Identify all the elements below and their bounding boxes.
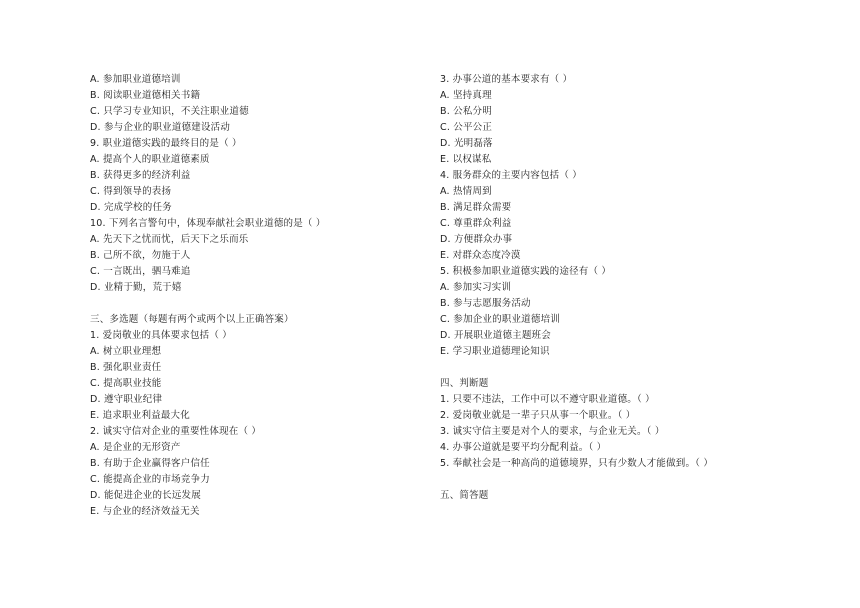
section-title: 四、判断题 bbox=[440, 378, 489, 389]
judgment-item: 5. 奉献社会是一种高尚的道德境界，只有少数人才能做到。（ ） bbox=[440, 458, 714, 469]
option-line: A. 热情周到 bbox=[440, 186, 492, 197]
option-line: C. 只学习专业知识，不关注职业道德 bbox=[90, 106, 249, 117]
option-line: D. 完成学校的任务 bbox=[90, 202, 172, 213]
option-line: C. 参加企业的职业道德培训 bbox=[440, 314, 560, 325]
option-line: A. 坚持真理 bbox=[440, 90, 492, 101]
spacer bbox=[440, 472, 800, 488]
option-line: D. 开展职业道德主题班会 bbox=[440, 330, 551, 341]
judgment-item: 3. 诚实守信主要是对个人的要求，与企业无关。（ ） bbox=[440, 426, 665, 437]
right-column bbox=[440, 72, 800, 504]
option-line: C. 提高职业技能 bbox=[90, 378, 162, 389]
spacer bbox=[440, 360, 800, 376]
option-line: B. 获得更多的经济利益 bbox=[90, 170, 191, 181]
question-stem: 5. 积极参加职业道德实践的途径有（ ） bbox=[440, 266, 612, 277]
option-line: D. 遵守职业纪律 bbox=[90, 394, 163, 405]
judgment-item: 4. 办事公道就是要平均分配利益。（ ） bbox=[440, 442, 607, 453]
option-line: D. 光明磊落 bbox=[440, 138, 493, 149]
option-line: B. 参与志愿服务活动 bbox=[440, 298, 531, 309]
option-line: A. 参加实习实训 bbox=[440, 282, 512, 293]
option-line: B. 阅读职业道德相关书籍 bbox=[90, 90, 201, 101]
option-line: B. 满足群众需要 bbox=[440, 202, 512, 213]
option-line: D. 能促进企业的长远发展 bbox=[90, 490, 201, 501]
option-line: E. 以权谋私 bbox=[440, 154, 492, 165]
option-line: B. 有助于企业赢得客户信任 bbox=[90, 458, 210, 469]
option-line: C. 一言既出，驷马难追 bbox=[90, 266, 191, 277]
judgment-item: 1. 只要不违法，工作中可以不遵守职业道德。（ ） bbox=[440, 394, 655, 405]
option-line: D. 方便群众办事 bbox=[440, 234, 513, 245]
option-line: A. 提高个人的职业道德素质 bbox=[90, 154, 210, 165]
left-column bbox=[90, 72, 450, 520]
spacer bbox=[90, 296, 450, 312]
option-line: A. 参加职业道德培训 bbox=[90, 74, 181, 85]
option-line: B. 己所不欲，勿施于人 bbox=[90, 250, 191, 261]
question-stem: 4. 服务群众的主要内容包括（ ） bbox=[440, 170, 583, 181]
option-line: E. 与企业的经济效益无关 bbox=[90, 506, 200, 517]
option-line: B. 公私分明 bbox=[440, 106, 492, 117]
option-line: C. 公平公正 bbox=[440, 122, 493, 133]
question-stem: 10. 下列名言警句中，体现奉献社会职业道德的是（ ） bbox=[90, 218, 326, 229]
option-line: E. 追求职业利益最大化 bbox=[90, 410, 190, 421]
option-line: C. 得到领导的表扬 bbox=[90, 186, 172, 197]
judgment-item: 2. 爱岗敬业就是一辈子只从事一个职业。（ ） bbox=[440, 410, 636, 421]
option-line: A. 树立职业理想 bbox=[90, 346, 162, 357]
question-stem: 1. 爱岗敬业的具体要求包括（ ） bbox=[90, 330, 233, 341]
section-title: 三、多选题（每题有两个或两个以上正确答案） bbox=[90, 314, 294, 325]
option-line: E. 对群众态度冷漠 bbox=[440, 250, 521, 261]
option-line: C. 尊重群众利益 bbox=[440, 218, 512, 229]
option-line: B. 强化职业责任 bbox=[90, 362, 162, 373]
option-line: E. 学习职业道德理论知识 bbox=[440, 346, 550, 357]
option-line: D. 参与企业的职业道德建设活动 bbox=[90, 122, 231, 133]
section-title: 五、简答题 bbox=[440, 490, 489, 501]
question-stem: 2. 诚实守信对企业的重要性体现在（ ） bbox=[90, 426, 262, 437]
option-line: D. 业精于勤，荒于嬉 bbox=[90, 282, 182, 293]
option-line: C. 能提高企业的市场竞争力 bbox=[90, 474, 210, 485]
option-line: A. 是企业的无形资产 bbox=[90, 442, 181, 453]
question-stem: 9. 职业道德实践的最终目的是（ ） bbox=[90, 138, 242, 149]
option-line: A. 先天下之忧而忧，后天下之乐而乐 bbox=[90, 234, 249, 245]
question-stem: 3. 办事公道的基本要求有（ ） bbox=[440, 74, 573, 85]
